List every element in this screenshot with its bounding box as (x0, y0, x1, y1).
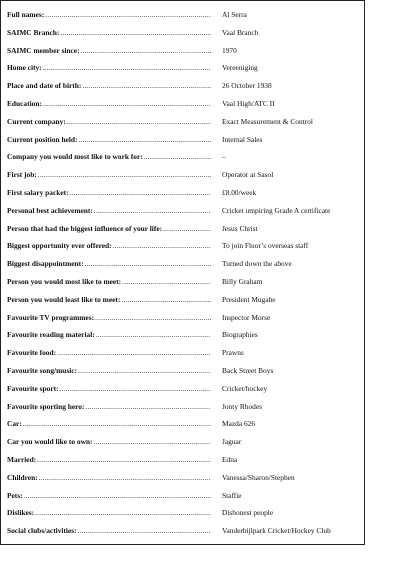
field-value: Internal Sales (222, 134, 263, 144)
profile-row (7, 202, 361, 220)
profile-row (7, 184, 361, 202)
profile-row (7, 433, 361, 451)
field-label-cell (7, 344, 211, 362)
field-label: Married: (7, 454, 37, 464)
field-label-cell (7, 6, 211, 24)
profile-row (7, 6, 361, 24)
profile-row (7, 309, 361, 327)
profile-row (7, 77, 361, 95)
field-label-cell (7, 415, 211, 433)
profile-row (7, 362, 361, 380)
field-value: 26 October 1938 (222, 81, 272, 91)
dotted-leader (122, 273, 211, 291)
field-label: Current position held: (7, 134, 78, 144)
field-value: Billy Graham (222, 276, 263, 286)
field-value: Al Serra (222, 10, 247, 19)
field-label-cell (7, 433, 211, 451)
field-value: Dishonest people (222, 508, 274, 518)
dotted-leader (45, 6, 211, 24)
profile-row (7, 504, 361, 522)
field-label: Current company: (7, 116, 66, 126)
field-value: Operator at Sasol (222, 170, 274, 180)
field-label: SAIMC Branch: (7, 27, 60, 37)
profile-row (7, 344, 361, 362)
profile-row (7, 273, 361, 291)
field-label-cell (7, 362, 211, 380)
field-label: Social clubs/activities: (7, 526, 77, 536)
profile-row (7, 522, 361, 540)
field-label-cell (7, 77, 211, 95)
field-label-cell (7, 255, 211, 273)
field-label: Favourite song/music: (7, 365, 78, 375)
profile-row (7, 255, 361, 273)
field-label: Home city: (7, 63, 42, 73)
profile-row (7, 237, 361, 255)
field-label: Favourite TV programmes: (7, 312, 95, 322)
profile-row (7, 220, 361, 238)
profile-row (7, 95, 361, 113)
field-value: Jaguar (222, 437, 242, 447)
profile-row (7, 398, 361, 416)
field-value: – (222, 152, 226, 162)
field-value: Cricket umpiring Grade A certificate (222, 205, 331, 215)
field-label-cell (7, 398, 211, 416)
field-label-cell (7, 59, 211, 77)
field-label-cell (7, 487, 211, 505)
field-value: Turned down the above (222, 259, 292, 269)
dotted-leader (78, 522, 211, 540)
dotted-leader (96, 326, 211, 344)
field-label: Full names: (7, 10, 45, 19)
field-value: Vereeniging (222, 63, 258, 73)
dotted-leader (39, 469, 211, 487)
field-label-cell (7, 469, 211, 487)
field-label: Favourite sport: (7, 383, 59, 393)
field-value: £8.00/week (222, 187, 257, 197)
field-value: Jesus Christ (222, 223, 258, 233)
profile-row (7, 451, 361, 469)
field-label-cell (7, 504, 211, 522)
field-value: Biographies (222, 330, 258, 340)
dotted-leader (94, 202, 211, 220)
profile-row (7, 415, 361, 433)
dotted-leader (70, 184, 211, 202)
field-label-cell (7, 148, 211, 166)
field-label-cell (7, 202, 211, 220)
field-label-cell (7, 184, 211, 202)
dotted-leader (60, 380, 211, 398)
field-label: First job: (7, 170, 37, 180)
field-label-cell (7, 220, 211, 238)
field-label: Education: (7, 98, 42, 108)
field-value: Prawns (222, 348, 244, 358)
dotted-leader (82, 77, 211, 95)
field-label-cell (7, 95, 211, 113)
dotted-leader (43, 95, 211, 113)
field-label-cell (7, 273, 211, 291)
field-value: President Mugabe (222, 294, 276, 304)
dotted-leader (35, 504, 211, 522)
profile-row (7, 380, 361, 398)
profile-row (7, 113, 361, 131)
field-label-cell (7, 522, 211, 540)
profile-row (7, 469, 361, 487)
field-value: Vanessa/Sharon/Stephen (222, 472, 295, 482)
field-value: Vaal Branch (222, 27, 259, 37)
field-value: Cricket/hockey (222, 383, 268, 393)
field-label: Person you would least like to meet: (7, 294, 121, 304)
field-label: Children: (7, 472, 38, 482)
field-label: First salary packet: (7, 187, 69, 197)
field-label-cell (7, 326, 211, 344)
field-label: Favourite reading material: (7, 330, 95, 340)
field-label-cell (7, 237, 211, 255)
field-label-cell (7, 380, 211, 398)
field-label: Place and date of birth: (7, 81, 82, 91)
dotted-leader (78, 362, 211, 380)
field-value: Mazda 626 (222, 419, 256, 429)
dotted-leader (24, 487, 211, 505)
profile-row (7, 59, 361, 77)
profile-row (7, 487, 361, 505)
dotted-leader (79, 131, 212, 149)
dotted-leader (144, 148, 211, 166)
profile-row (7, 24, 361, 42)
dotted-leader (85, 398, 211, 416)
dotted-leader (95, 309, 211, 327)
field-label-cell (7, 131, 211, 149)
field-label-cell (7, 24, 211, 42)
field-label: Company you would most like to work for: (7, 152, 143, 162)
field-label: Favourite food: (7, 348, 57, 358)
dotted-leader (57, 344, 211, 362)
profile-row (7, 166, 361, 184)
field-label-cell (7, 451, 211, 469)
dotted-leader (43, 59, 211, 77)
field-value: To join Fluor’s overseas staff (222, 241, 309, 251)
profile-rows (7, 6, 361, 540)
dotted-leader (37, 451, 211, 469)
dotted-leader (163, 220, 211, 238)
field-label: Personal best achievement: (7, 205, 93, 215)
field-value: Edna (222, 454, 238, 464)
dotted-leader (93, 433, 211, 451)
field-value: Exact Measurement & Control (222, 116, 313, 126)
field-value: Staffie (222, 490, 242, 500)
field-label: Car you would like to own: (7, 437, 93, 447)
field-label-cell (7, 42, 211, 60)
field-label-cell (7, 166, 211, 184)
field-value: Vaal High/ATC II (222, 98, 275, 108)
field-label: Car: (7, 419, 22, 429)
field-value: Jonty Rhodes (222, 401, 263, 411)
field-value: Vanderbijlpark Cricket/Hockey Club (222, 526, 331, 536)
profile-row (7, 131, 361, 149)
profile-row (7, 148, 361, 166)
dotted-leader (60, 24, 211, 42)
dotted-leader (121, 291, 211, 309)
dotted-leader (23, 415, 211, 433)
field-value: Inspector Morse (222, 312, 271, 322)
dotted-leader (38, 166, 211, 184)
field-value: 1970 (222, 45, 237, 55)
dotted-leader (81, 42, 211, 60)
dotted-leader (67, 113, 211, 131)
field-label: Biggest disappointment: (7, 259, 84, 269)
field-label-cell (7, 113, 211, 131)
dotted-leader (85, 255, 211, 273)
field-label: SAIMC member since: (7, 45, 80, 55)
dotted-leader (113, 237, 211, 255)
field-label: Biggest opportunity ever offered: (7, 241, 112, 251)
field-value: Back Street Boys (222, 365, 274, 375)
field-label: Person you would most like to meet: (7, 276, 122, 286)
profile-row (7, 291, 361, 309)
field-label: Pets: (7, 490, 23, 500)
profile-row (7, 326, 361, 344)
field-label: Dislikes: (7, 508, 35, 518)
field-label-cell (7, 309, 211, 327)
profile-row (7, 42, 361, 60)
field-label: Favourite sporting hero: (7, 401, 85, 411)
field-label-cell (7, 291, 211, 309)
field-label: Person that had the biggest influence of your life: (7, 223, 163, 233)
